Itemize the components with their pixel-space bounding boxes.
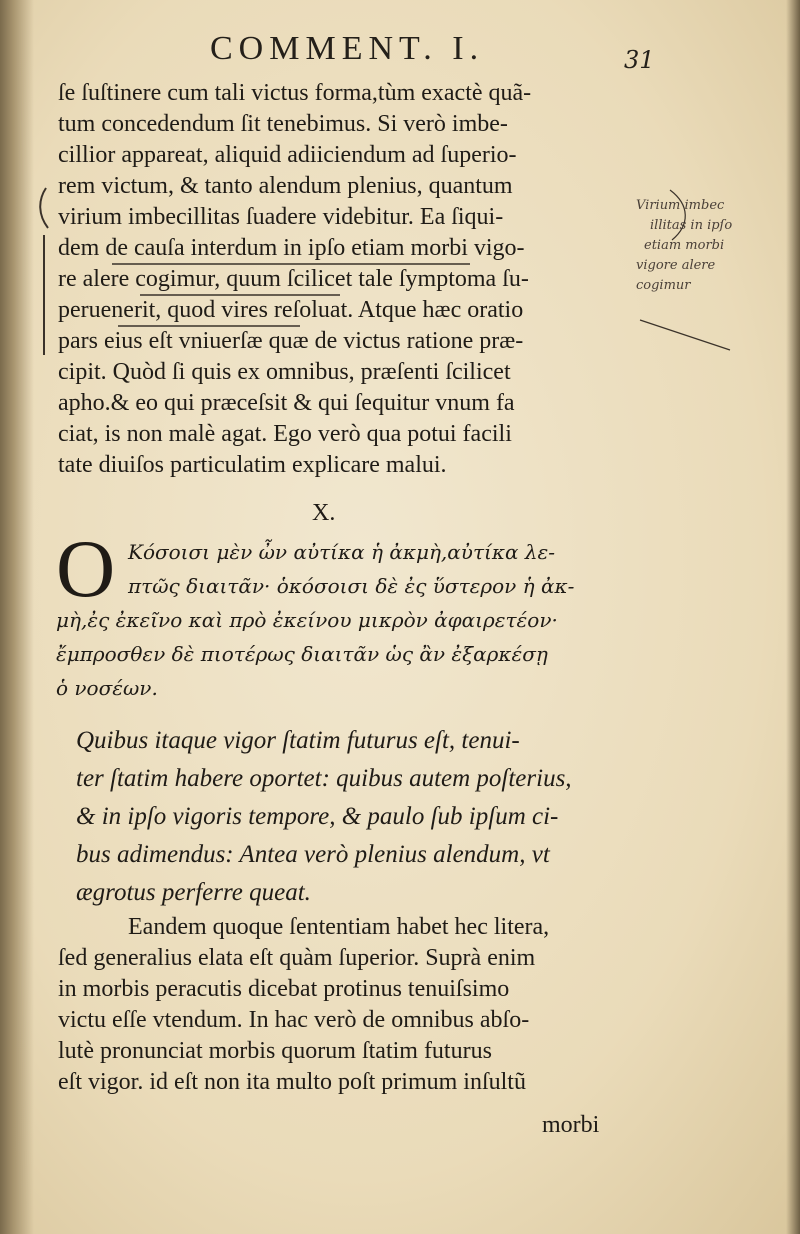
section-number: X. — [312, 500, 336, 526]
text-line: ſed generalius elata eſt quàm ſuperior. Suprà enim — [58, 945, 536, 971]
text-line: re alere cogimur, quum ſcilicet tale ſymptoma ſu- — [58, 266, 529, 292]
text-line: apho.& eo qui præceſsit & qui ſequitur vnum fa — [58, 390, 515, 416]
margin-note-line: etiam morbi — [644, 238, 725, 253]
page-number: 31 — [624, 46, 655, 74]
text-line: Eandem quoque ſententiam habet hec litera, — [128, 914, 550, 940]
translation-line: ægrotus perferre queat. — [76, 879, 311, 906]
margin-note-line: illitas in ipſo — [650, 218, 733, 233]
margin-connector-mark — [640, 320, 730, 350]
greek-line: ὁ νοσέων. — [56, 676, 158, 700]
translation-line: & in ipſo vigoris tempore, & paulo ſub ipſum ci- — [76, 803, 559, 830]
translation-line: Quibus itaque vigor ſtatim futurus eſt, tenui- — [76, 727, 520, 754]
drop-initial: O — [56, 523, 116, 614]
text-line: tate diuiſos particulatim explicare malui. — [58, 452, 447, 478]
running-head: COMMENT. I. — [210, 30, 485, 67]
text-line: virium imbecillitas ſuadere videbitur. Ea ſiqui- — [58, 204, 504, 230]
text-line: ciat, is non malè agat. Ego verò qua potui facili — [58, 421, 512, 447]
text-line: tum concedendum ſit tenebimus. Si verò imbe- — [58, 111, 508, 137]
text-line: peruenerit, quod vires reſoluat. Atque hæc oratio — [58, 297, 524, 323]
text-line: victu eſſe vtendum. In hac verò de omnibus abſo- — [58, 1007, 530, 1033]
text-line: cillior appareat, aliquid adiiciendum ad ſuperio- — [58, 142, 517, 168]
margin-note-line: cogimur — [636, 278, 691, 293]
greek-line: μὴ,ἐς ἐκεῖνο καὶ πρὸ ἐκείνου μικρὸν ἀφαιρετέον· — [56, 608, 558, 632]
text-line: lutè pronunciat morbis quorum ſtatim futurus — [58, 1038, 492, 1064]
text-line: eſt vigor. id eſt non ita multo poſt primum inſultũ — [58, 1069, 526, 1095]
translation-line: bus adimendus: Antea verò plenius alendum, vt — [76, 841, 550, 868]
margin-bracket-mark — [40, 188, 48, 355]
greek-line: Κόσοισι μὲν ὦν αὐτίκα ἡ ἀκμὴ,αὐτίκα λε- — [128, 540, 556, 564]
greek-line: πτῶς διαιτᾶν· ὁκόσοισι δὲ ἐς ὕστερον ἡ ἀκ- — [128, 574, 575, 598]
text-line: in morbis peracutis dicebat protinus tenuiſsimo — [58, 976, 510, 1002]
translation-line: ter ſtatim habere oportet: quibus autem poſterius, — [76, 765, 572, 792]
text-line: ſe ſuſtinere cum tali victus forma,tùm exactè quã- — [58, 80, 532, 106]
text-line: cipit. Quòd ſi quis ex omnibus, præſenti ſcilicet — [58, 359, 511, 385]
catchword: morbi — [542, 1112, 600, 1138]
margin-note-line: vigore alere — [636, 258, 716, 273]
greek-line: ἔμπροσθεν δὲ πιοτέρως διαιτᾶν ὡς ἂν ἐξαρκέσῃ — [56, 642, 548, 666]
text-line: dem de cauſa interdum in ipſo etiam morbi vigo- — [58, 235, 525, 261]
text-line: rem victum, & tanto alendum plenius, quantum — [58, 173, 513, 199]
text-line: pars eius eſt vniuerſæ quæ de victus ratione præ- — [58, 328, 524, 354]
margin-connector-mark — [670, 190, 685, 240]
margin-note-line: Virium imbec — [636, 198, 725, 213]
